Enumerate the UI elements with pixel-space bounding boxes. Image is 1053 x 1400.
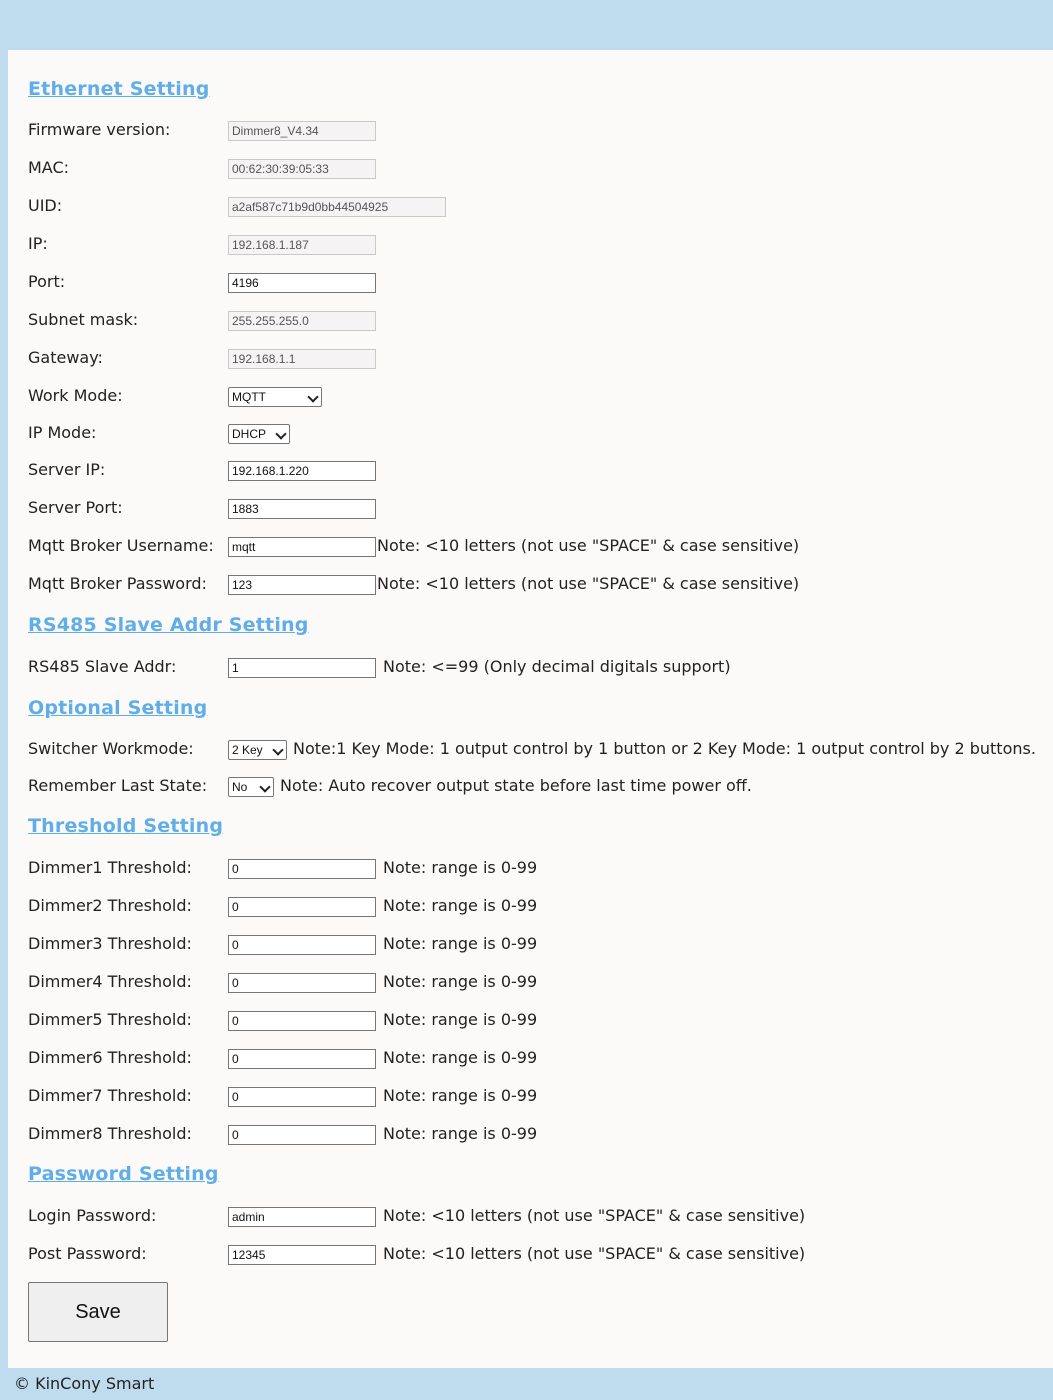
mqtt-password-label: Mqtt Broker Password: — [28, 574, 207, 593]
threshold-note: Note: range is 0-99 — [383, 1048, 538, 1067]
threshold-note: Note: range is 0-99 — [383, 1010, 538, 1029]
optional-setting-heading: Optional Setting — [28, 697, 208, 719]
firmware-row — [28, 119, 1053, 141]
chevron-down-icon — [272, 744, 283, 755]
login-password-row — [28, 1205, 1053, 1227]
rs485-addr-input[interactable]: 1 — [228, 658, 376, 678]
ip-label: IP: — [28, 234, 48, 253]
switcher-workmode-value: 2 Key — [232, 743, 263, 757]
gateway-label: Gateway: — [28, 348, 103, 367]
mqtt-username-row — [28, 535, 1053, 557]
dimmer3-threshold-input[interactable]: 0 — [228, 935, 376, 955]
server-port-row — [28, 497, 1053, 519]
work-mode-select[interactable] — [228, 387, 322, 407]
subnet-label: Subnet mask: — [28, 310, 139, 329]
threshold-note: Note: range is 0-99 — [383, 972, 538, 991]
chevron-down-icon — [307, 391, 318, 402]
dimmer1-threshold-input[interactable]: 0 — [228, 859, 376, 879]
firmware-label: Firmware version: — [28, 120, 171, 139]
rs485-note: Note: <=99 (Only decimal digitals support) — [383, 657, 731, 676]
gateway-row — [28, 347, 1053, 369]
footer-copyright: © KinCony Smart — [0, 1368, 1053, 1400]
ip-field: 192.168.1.187 — [228, 235, 376, 255]
mqtt-username-input[interactable]: mqtt — [228, 537, 376, 557]
threshold-note: Note: range is 0-99 — [383, 1124, 538, 1143]
remember-state-select[interactable] — [228, 777, 274, 797]
threshold-row — [28, 1085, 1053, 1107]
switcher-workmode-row — [28, 738, 1053, 760]
threshold-note: Note: range is 0-99 — [383, 1086, 538, 1105]
post-password-row — [28, 1243, 1053, 1265]
rs485-setting-heading: RS485 Slave Addr Setting — [28, 614, 309, 636]
rs485-row — [28, 656, 1053, 678]
dimmer5-threshold-input[interactable]: 0 — [228, 1011, 376, 1031]
ip-row — [28, 233, 1053, 255]
threshold-label: Dimmer3 Threshold: — [28, 934, 192, 953]
threshold-setting-heading: Threshold Setting — [28, 815, 224, 837]
threshold-label: Dimmer7 Threshold: — [28, 1086, 192, 1105]
password-setting-heading: Password Setting — [28, 1163, 219, 1185]
post-password-note: Note: <10 letters (not use "SPACE" & case sensitive) — [383, 1244, 806, 1263]
ip-mode-select[interactable] — [228, 424, 290, 444]
ip-mode-row — [28, 422, 1053, 444]
threshold-row — [28, 1047, 1053, 1069]
switcher-workmode-note: Note:1 Key Mode: 1 output control by 1 button or 2 Key Mode: 1 output control by 2 buttons. — [293, 739, 1036, 758]
threshold-row — [28, 1123, 1053, 1145]
threshold-row — [28, 971, 1053, 993]
subnet-row — [28, 309, 1053, 331]
uid-row — [28, 195, 1053, 217]
threshold-label: Dimmer5 Threshold: — [28, 1010, 192, 1029]
login-password-label: Login Password: — [28, 1206, 157, 1225]
mac-field: 00:62:30:39:05:33 — [228, 159, 376, 179]
threshold-row — [28, 933, 1053, 955]
firmware-field: Dimmer8_V4.34 — [228, 121, 376, 141]
dimmer4-threshold-input[interactable]: 0 — [228, 973, 376, 993]
threshold-label: Dimmer6 Threshold: — [28, 1048, 192, 1067]
work-mode-value: MQTT — [232, 390, 266, 404]
threshold-label: Dimmer1 Threshold: — [28, 858, 192, 877]
switcher-workmode-label: Switcher Workmode: — [28, 739, 194, 758]
server-ip-label: Server IP: — [28, 460, 106, 479]
threshold-label: Dimmer4 Threshold: — [28, 972, 192, 991]
login-password-note: Note: <10 letters (not use "SPACE" & case sensitive) — [383, 1206, 806, 1225]
server-ip-row — [28, 459, 1053, 481]
dimmer6-threshold-input[interactable]: 0 — [228, 1049, 376, 1069]
threshold-note: Note: range is 0-99 — [383, 896, 538, 915]
subnet-field: 255.255.255.0 — [228, 311, 376, 331]
settings-panel — [8, 50, 1053, 1368]
mqtt-username-label: Mqtt Broker Username: — [28, 536, 214, 555]
gateway-field: 192.168.1.1 — [228, 349, 376, 369]
threshold-label: Dimmer8 Threshold: — [28, 1124, 192, 1143]
remember-state-label: Remember Last State: — [28, 776, 208, 795]
threshold-note: Note: range is 0-99 — [383, 858, 538, 877]
port-row — [28, 271, 1053, 293]
mac-row — [28, 157, 1053, 179]
port-label: Port: — [28, 272, 66, 291]
server-ip-input[interactable]: 192.168.1.220 — [228, 461, 376, 481]
server-port-label: Server Port: — [28, 498, 123, 517]
login-password-input[interactable]: admin — [228, 1207, 376, 1227]
remember-state-value: No — [232, 780, 248, 794]
post-password-label: Post Password: — [28, 1244, 147, 1263]
mqtt-username-note: Note: <10 letters (not use "SPACE" & case sensitive) — [377, 536, 800, 555]
switcher-workmode-select[interactable] — [228, 740, 287, 760]
post-password-input[interactable]: 12345 — [228, 1245, 376, 1265]
mqtt-password-note: Note: <10 letters (not use "SPACE" & case sensitive) — [377, 574, 800, 593]
mqtt-password-row — [28, 573, 1053, 595]
work-mode-row — [28, 385, 1053, 407]
threshold-note: Note: range is 0-99 — [383, 934, 538, 953]
threshold-label: Dimmer2 Threshold: — [28, 896, 192, 915]
threshold-row — [28, 857, 1053, 879]
dimmer2-threshold-input[interactable]: 0 — [228, 897, 376, 917]
rs485-label: RS485 Slave Addr: — [28, 657, 177, 676]
ethernet-setting-heading: Ethernet Setting — [28, 78, 210, 100]
ip-mode-label: IP Mode: — [28, 423, 97, 442]
server-port-input[interactable]: 1883 — [228, 499, 376, 519]
remember-state-row — [28, 775, 1053, 797]
uid-field: a2af587c71b9d0bb44504925 — [228, 197, 446, 217]
dimmer8-threshold-input[interactable]: 0 — [228, 1125, 376, 1145]
threshold-row — [28, 1009, 1053, 1031]
threshold-row — [28, 895, 1053, 917]
dimmer7-threshold-input[interactable]: 0 — [228, 1087, 376, 1107]
ip-mode-value: DHCP — [232, 427, 267, 441]
remember-state-note: Note: Auto recover output state before last time power off. — [280, 776, 752, 795]
mac-label: MAC: — [28, 158, 70, 177]
chevron-down-icon — [259, 781, 270, 792]
mqtt-password-input[interactable]: 123 — [228, 575, 376, 595]
work-mode-label: Work Mode: — [28, 386, 123, 405]
port-input[interactable]: 4196 — [228, 273, 376, 293]
chevron-down-icon — [275, 428, 286, 439]
uid-label: UID: — [28, 196, 63, 215]
save-button[interactable]: Save — [28, 1282, 168, 1342]
